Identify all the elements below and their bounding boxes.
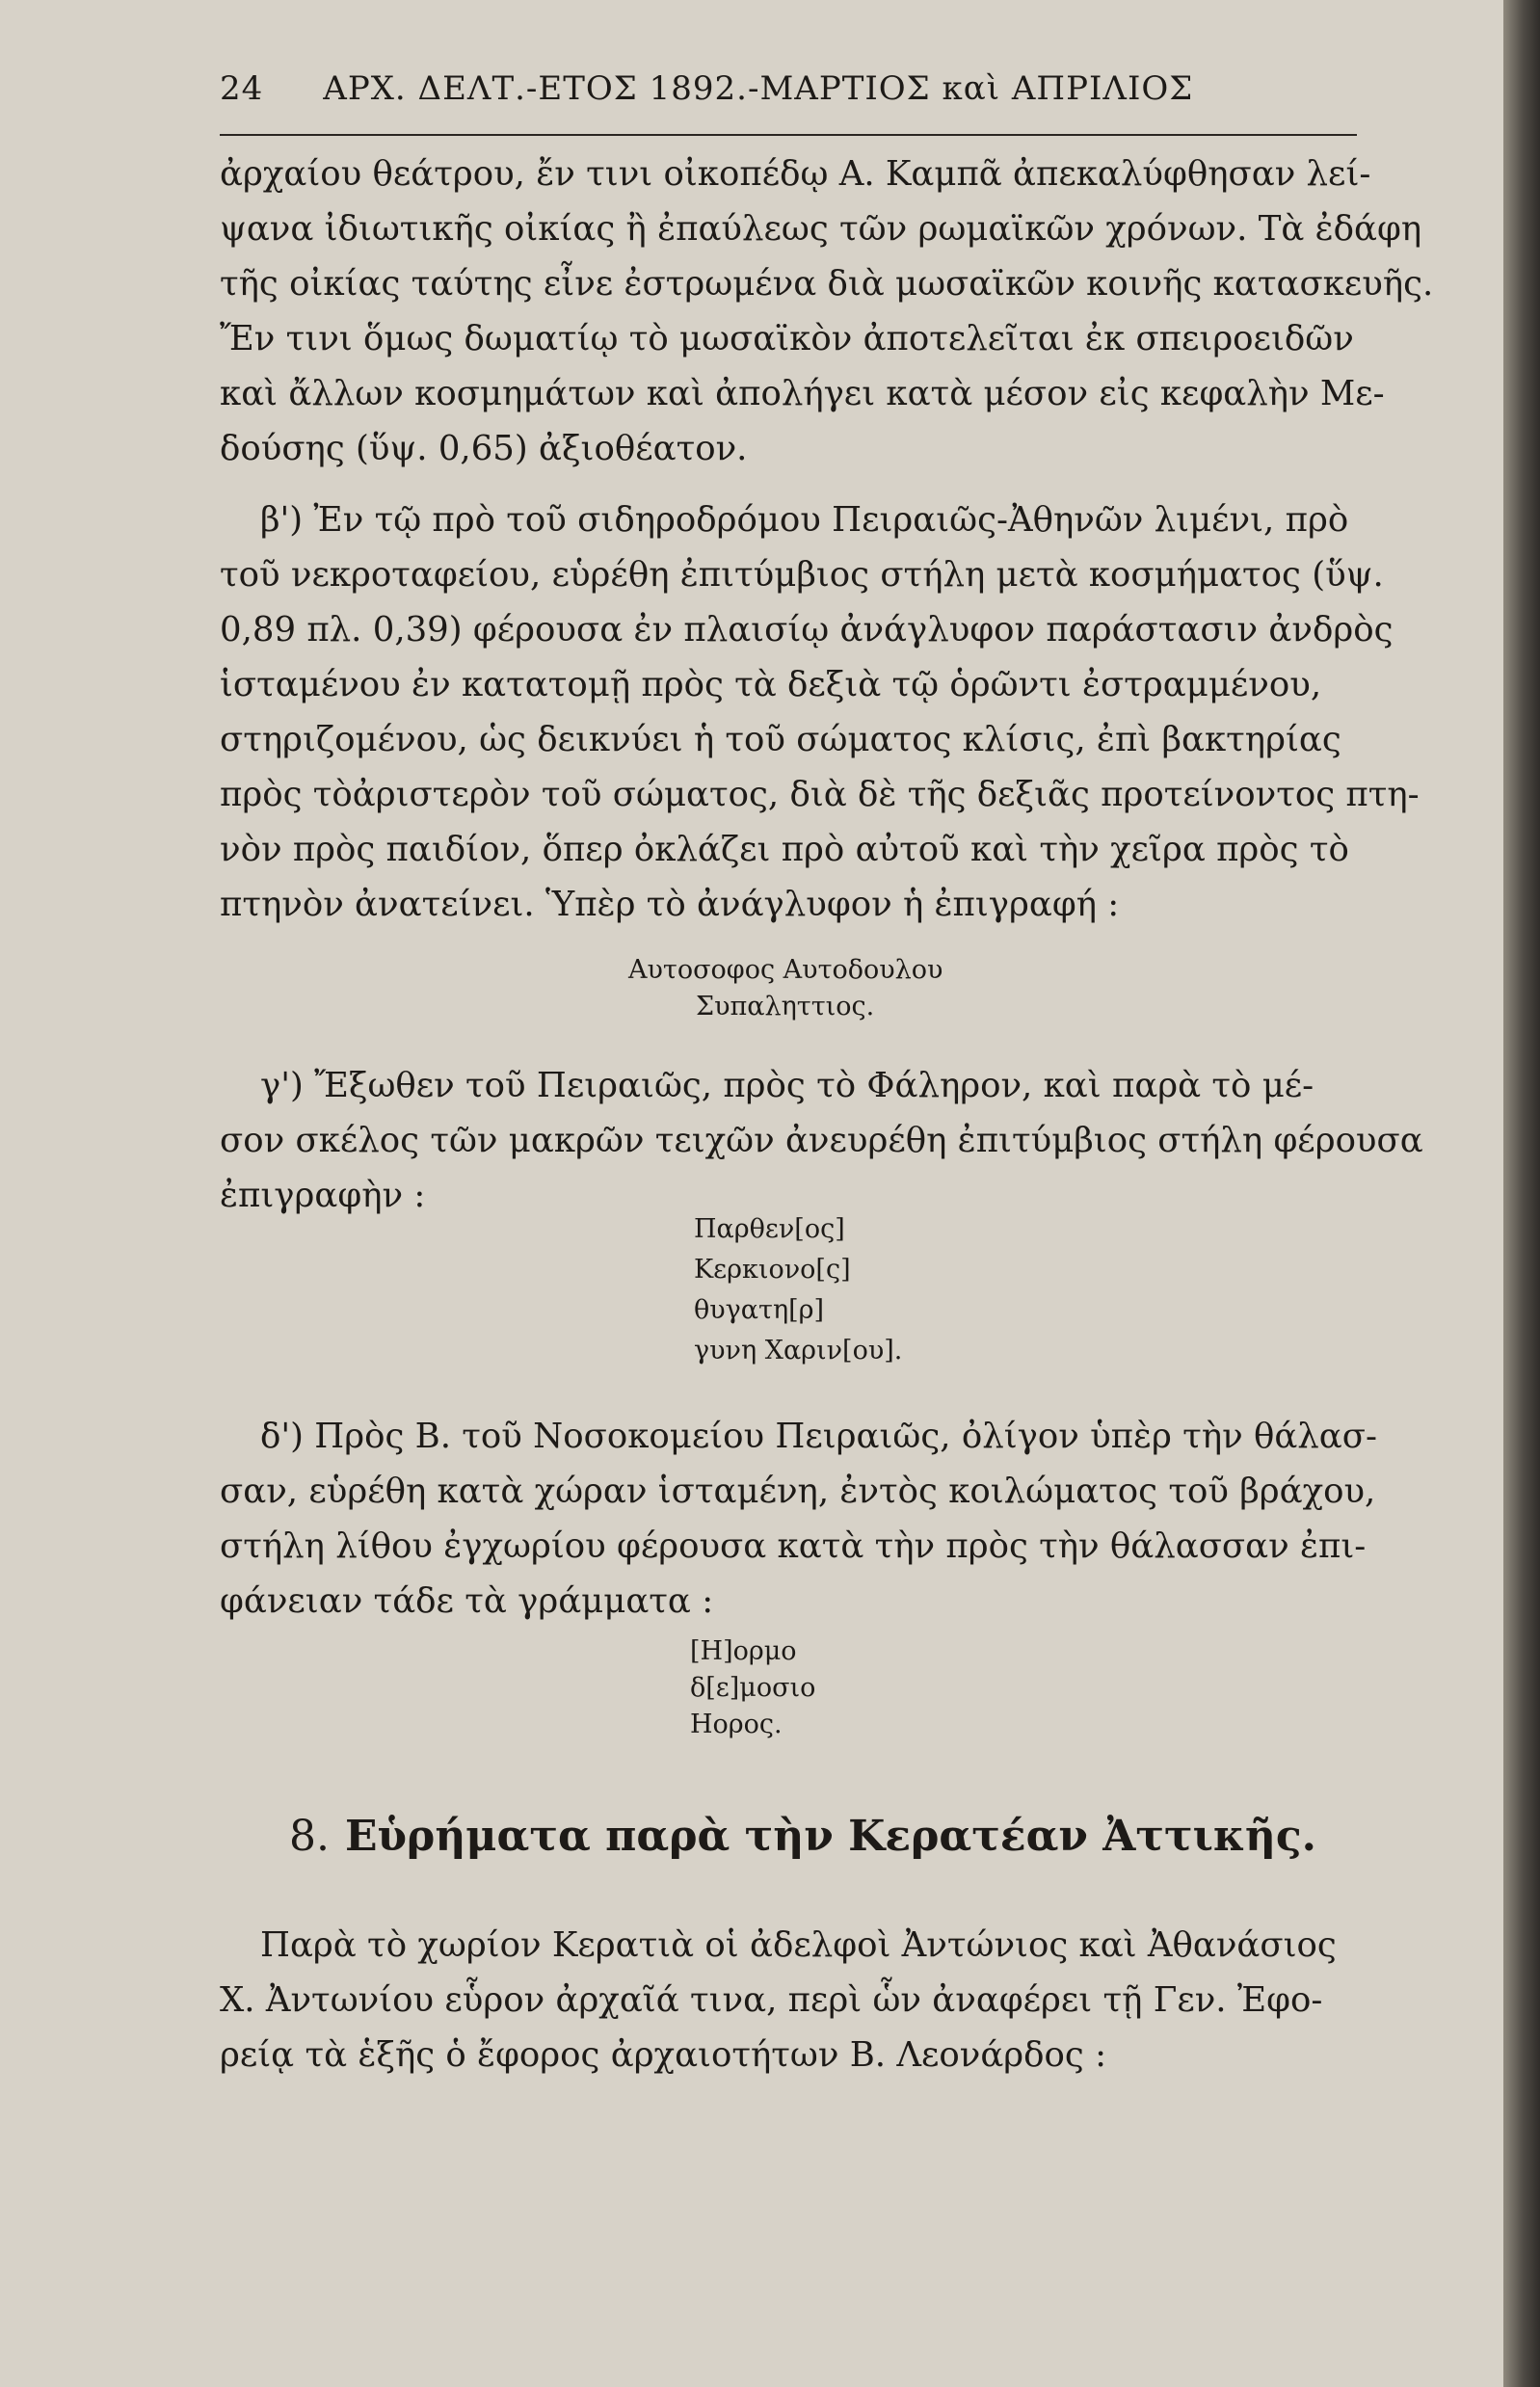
text-line: Ἔν τινι ὅμως δωματίῳ τὸ μωσαϊκὸν ἀποτελεῖται ἐκ σπειροειδῶν — [220, 319, 1354, 358]
text-line: σαν, εὑρέθη κατὰ χώραν ἱσταμένη, ἐντὸς κοιλώματος τοῦ βράχου, — [220, 1472, 1376, 1511]
inscription-line: Παρθεν[ος] — [694, 1214, 845, 1244]
text-line: σον σκέλος τῶν μακρῶν τειχῶν ἀνευρέθη ἐπιτύμβιος στήλη φέρουσα — [220, 1121, 1423, 1160]
paragraph-gamma — [220, 1058, 1423, 1223]
text-line: καὶ ἄλλων κοσμημάτων καὶ ἀπολήγει κατὰ μέσον εἰς κεφαλὴν Με- — [220, 374, 1385, 413]
text-line: φάνειαν τάδε τὰ γράμματα : — [220, 1581, 714, 1621]
inscription-autosophos — [628, 952, 943, 1025]
text-line: Παρὰ τὸ χωρίον Κερατιὰ οἱ ἀδελφοὶ Ἀντώνιος καὶ Ἀθανάσιος — [260, 1925, 1337, 1965]
text-line: γ') Ἔξωθεν τοῦ Πειραιῶς, πρὸς τὸ Φάληρον, καὶ παρὰ τὸ μέ- — [260, 1066, 1314, 1105]
text-line: ρείᾳ τὰ ἑξῆς ὁ ἔφορος ἀρχαιοτήτων Β. Λεονάρδος : — [220, 2035, 1107, 2075]
section-title-text: Εὑρήματα παρὰ τὴν Κερατέαν Ἀττικῆς. — [344, 1812, 1316, 1861]
text-line: πτηνὸν ἀνατείνει. Ὑπὲρ τὸ ἀνάγλυφον ἡ ἐπιγραφή : — [220, 885, 1120, 924]
header-rule — [220, 134, 1357, 136]
text-line: ἀρχαίου θεάτρου, ἔν τινι οἰκοπέδῳ Α. Καμπᾶ ἀπεκαλύφθησαν λεί- — [220, 154, 1371, 194]
text-line: στηριζομένου, ὡς δεικνύει ἡ τοῦ σώματος κλίσις, ἐπὶ βακτηρίας — [220, 720, 1341, 759]
section-number: 8. — [289, 1812, 330, 1861]
section-heading — [289, 1812, 1316, 1861]
paragraph-delta — [220, 1409, 1378, 1629]
inscription-line: Αυτοσοφος Αυτοδουλου — [628, 955, 943, 985]
inscription-line: γυνη Χαριν[ου]. — [694, 1336, 903, 1366]
inscription-parthenos — [694, 1209, 902, 1371]
text-line: τοῦ νεκροταφείου, εὑρέθη ἐπιτύμβιος στήλη μετὰ κοσμήματος (ὕψ. — [220, 555, 1384, 595]
text-line: ἱσταμένου ἐν κατατομῇ πρὸς τὰ δεξιὰ τῷ ὁρῶντι ἐστραμμένου, — [220, 665, 1322, 704]
inscription-line: δ[ε]μοσιο — [690, 1673, 816, 1703]
text-line: δούσης (ὕψ. 0,65) ἀξιοθέατον. — [220, 429, 748, 468]
paragraph-beta — [220, 492, 1420, 932]
inscription-line: [Η]ορμο — [690, 1636, 797, 1666]
inscription-hormos — [690, 1633, 815, 1743]
inscription-line: Κερκιονο[ς] — [694, 1255, 851, 1285]
text-line: ἐπιγραφὴν : — [220, 1176, 426, 1215]
text-line: νὸν πρὸς παιδίον, ὅπερ ὀκλάζει πρὸ αὐτοῦ καὶ τὴν χεῖρα πρὸς τὸ — [220, 830, 1349, 869]
paragraph-theatre — [220, 146, 1434, 476]
text-line: β') Ἐν τῷ πρὸ τοῦ σιδηροδρόμου Πειραιῶς-Ἀθηνῶν λιμένι, πρὸ — [260, 500, 1349, 540]
text-line: Χ. Ἀντωνίου εὗρον ἀρχαῖά τινα, περὶ ὧν ἀναφέρει τῇ Γεν. Ἐφο- — [220, 1980, 1323, 2020]
page-binding-edge — [1503, 0, 1540, 2387]
text-line: πρὸς τὸἀριστερὸν τοῦ σώματος, διὰ δὲ τῆς δεξιᾶς προτείνοντος πτη- — [220, 775, 1420, 814]
text-line: στήλη λίθου ἐγχωρίου φέρουσα κατὰ τὴν πρὸς τὴν θάλασσαν ἐπι- — [220, 1526, 1367, 1566]
header-title: ΑΡΧ. ΔΕΛΤ.-ΕΤΟΣ 1892.-ΜΑΡΤΙΟΣ καὶ ΑΠΡΙΛΙΟΣ — [323, 69, 1194, 108]
page-number: 24 — [220, 69, 264, 108]
text-line: ψανα ἰδιωτικῆς οἰκίας ἢ ἐπαύλεως τῶν ρωμαϊκῶν χρόνων. Τὰ ἐδάφη — [220, 209, 1422, 249]
inscription-line: θυγατη[ρ] — [694, 1295, 825, 1325]
inscription-line: Συπαληττιος. — [696, 992, 875, 1021]
paragraph-keratea — [220, 1918, 1345, 2082]
text-line: 0,89 πλ. 0,39) φέρουσα ἐν πλαισίῳ ἀνάγλυφον παράστασιν ἀνδρὸς — [220, 610, 1394, 650]
text-line: τῆς οἰκίας ταύτης εἶνε ἐστρωμένα διὰ μωσαϊκῶν κοινῆς κατασκευῆς. — [220, 264, 1434, 304]
running-header — [220, 69, 1328, 108]
inscription-line: Ηορος. — [690, 1710, 783, 1739]
text-line: δ') Πρὸς Β. τοῦ Νοσοκομείου Πειραιῶς, ὀλίγον ὑπὲρ τὴν θάλασ- — [260, 1417, 1378, 1456]
